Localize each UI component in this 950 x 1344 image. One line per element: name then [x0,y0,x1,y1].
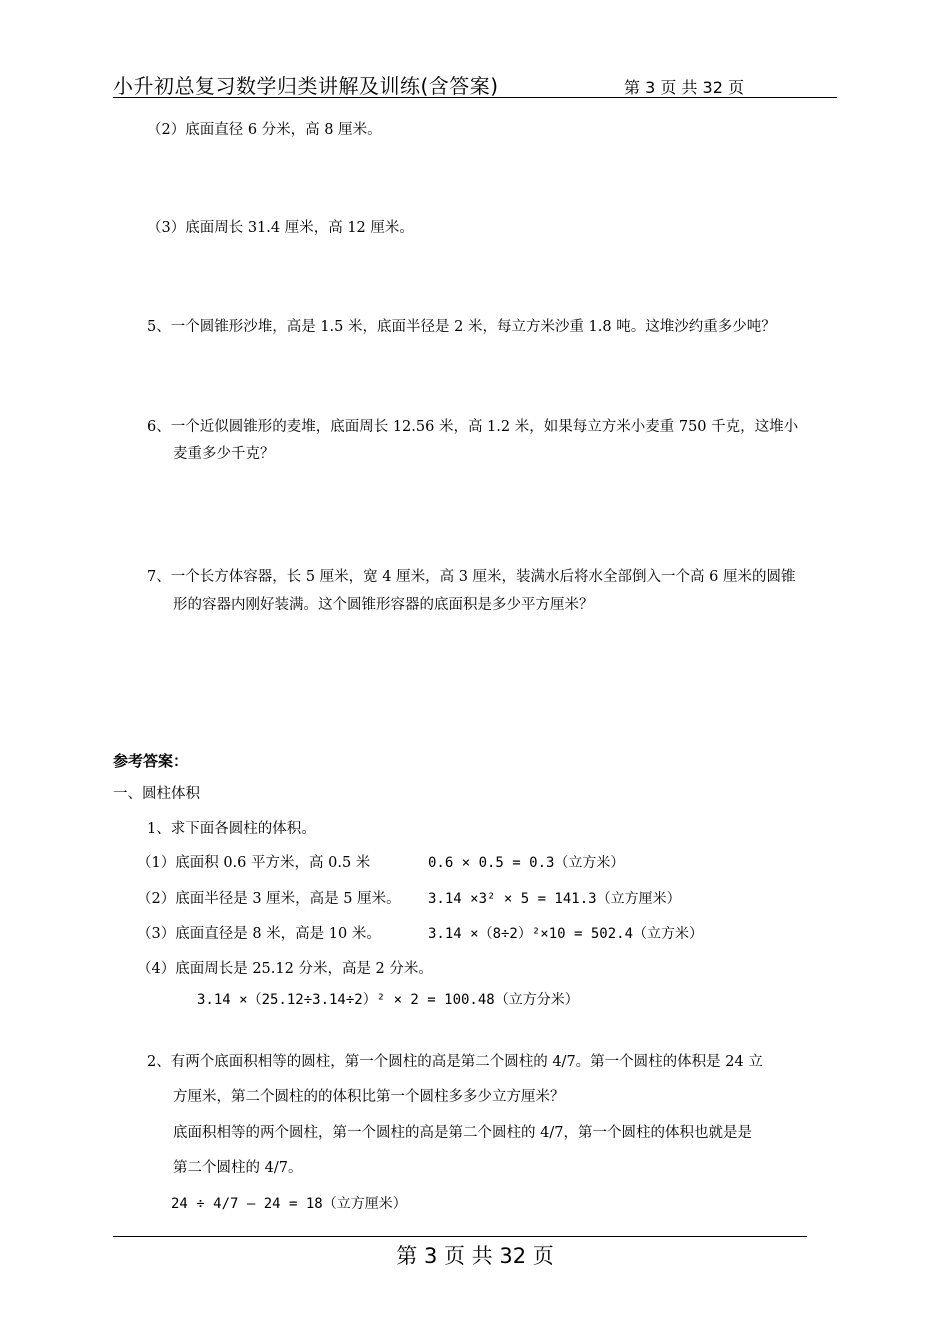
answer-2-line-1: 2、有两个底面积相等的圆柱，第一个圆柱的高是第二个圆柱的 4/7。第一个圆柱的体积是 24 立 [147,1054,763,1070]
question-7-line-1: 7、一个长方体容器，长 5 厘米，宽 4 厘米，高 3 厘米，装满水后将水全部倒入一个高 6 厘米的圆锥 [147,569,796,585]
question-4-3: （3）底面周长 31.4 厘米，高 12 厘米。 [147,220,414,236]
question-4-2: （2）底面直径 6 分米，高 8 厘米。 [147,122,382,138]
footer-page-number: 第 3 页 共 32 页 [396,1244,554,1268]
question-7-line-2: 形的容器内刚好装满。这个圆锥形容器的底面积是多少平方厘米？ [173,597,594,613]
header-page-number: 第 3 页 共 32 页 [624,78,744,97]
answer-2-explanation-2: 第二个圆柱的 4/7。 [173,1160,303,1176]
answer-1-title: 1、求下面各圆柱的体积。 [147,821,316,837]
answer-2-solution: 24 ÷ 4/7 – 24 = 18（立方厘米） [171,1196,407,1212]
answer-1-2-solution: 3.14 ×3² × 5 = 141.3（立方厘米） [428,891,681,907]
answers-section-1: 一、圆柱体积 [113,786,200,802]
question-6-line-2: 麦重多少千克？ [173,446,275,462]
question-5: 5、一个圆锥形沙堆，高是 1.5 米，底面半径是 2 米，每立方米沙重 1.8 吨。这堆沙约重多少吨？ [147,319,776,335]
answer-1-2-label: （2）底面半径是 3 厘米，高是 5 厘米。 [137,891,401,907]
answers-heading: 参考答案： [113,752,189,770]
footer-divider [113,1236,807,1237]
answer-2-explanation-1: 底面积相等的两个圆柱，第一个圆柱的高是第二个圆柱的 4/7，第一个圆柱的体积也就是是 [173,1125,752,1141]
header-divider [113,97,837,98]
answer-1-4-solution: 3.14 ×（25.12÷3.14÷2）² × 2 = 100.48（立方分米） [197,992,579,1008]
header-title: 小升初总复习数学归类讲解及训练(含答案) [113,74,499,98]
answer-1-1-solution: 0.6 × 0.5 = 0.3（立方米） [428,855,625,871]
answer-1-4-label: （4）底面周长是 25.12 分米，高是 2 分米。 [137,961,433,977]
answer-1-1-label: （1）底面积 0.6 平方米，高 0.5 米 [137,855,371,871]
question-6-line-1: 6、一个近似圆锥形的麦堆，底面周长 12.56 米，高 1.2 米，如果每立方米小麦重 750 千克，这堆小 [147,419,799,435]
answer-2-line-2: 方厘米，第二个圆柱的的体积比第一个圆柱多多少立方厘米？ [173,1089,565,1105]
answer-1-3-solution: 3.14 ×（8÷2）²×10 = 502.4（立方米） [428,926,704,942]
answer-1-3-label: （3）底面直径是 8 米，高是 10 米。 [137,926,381,942]
